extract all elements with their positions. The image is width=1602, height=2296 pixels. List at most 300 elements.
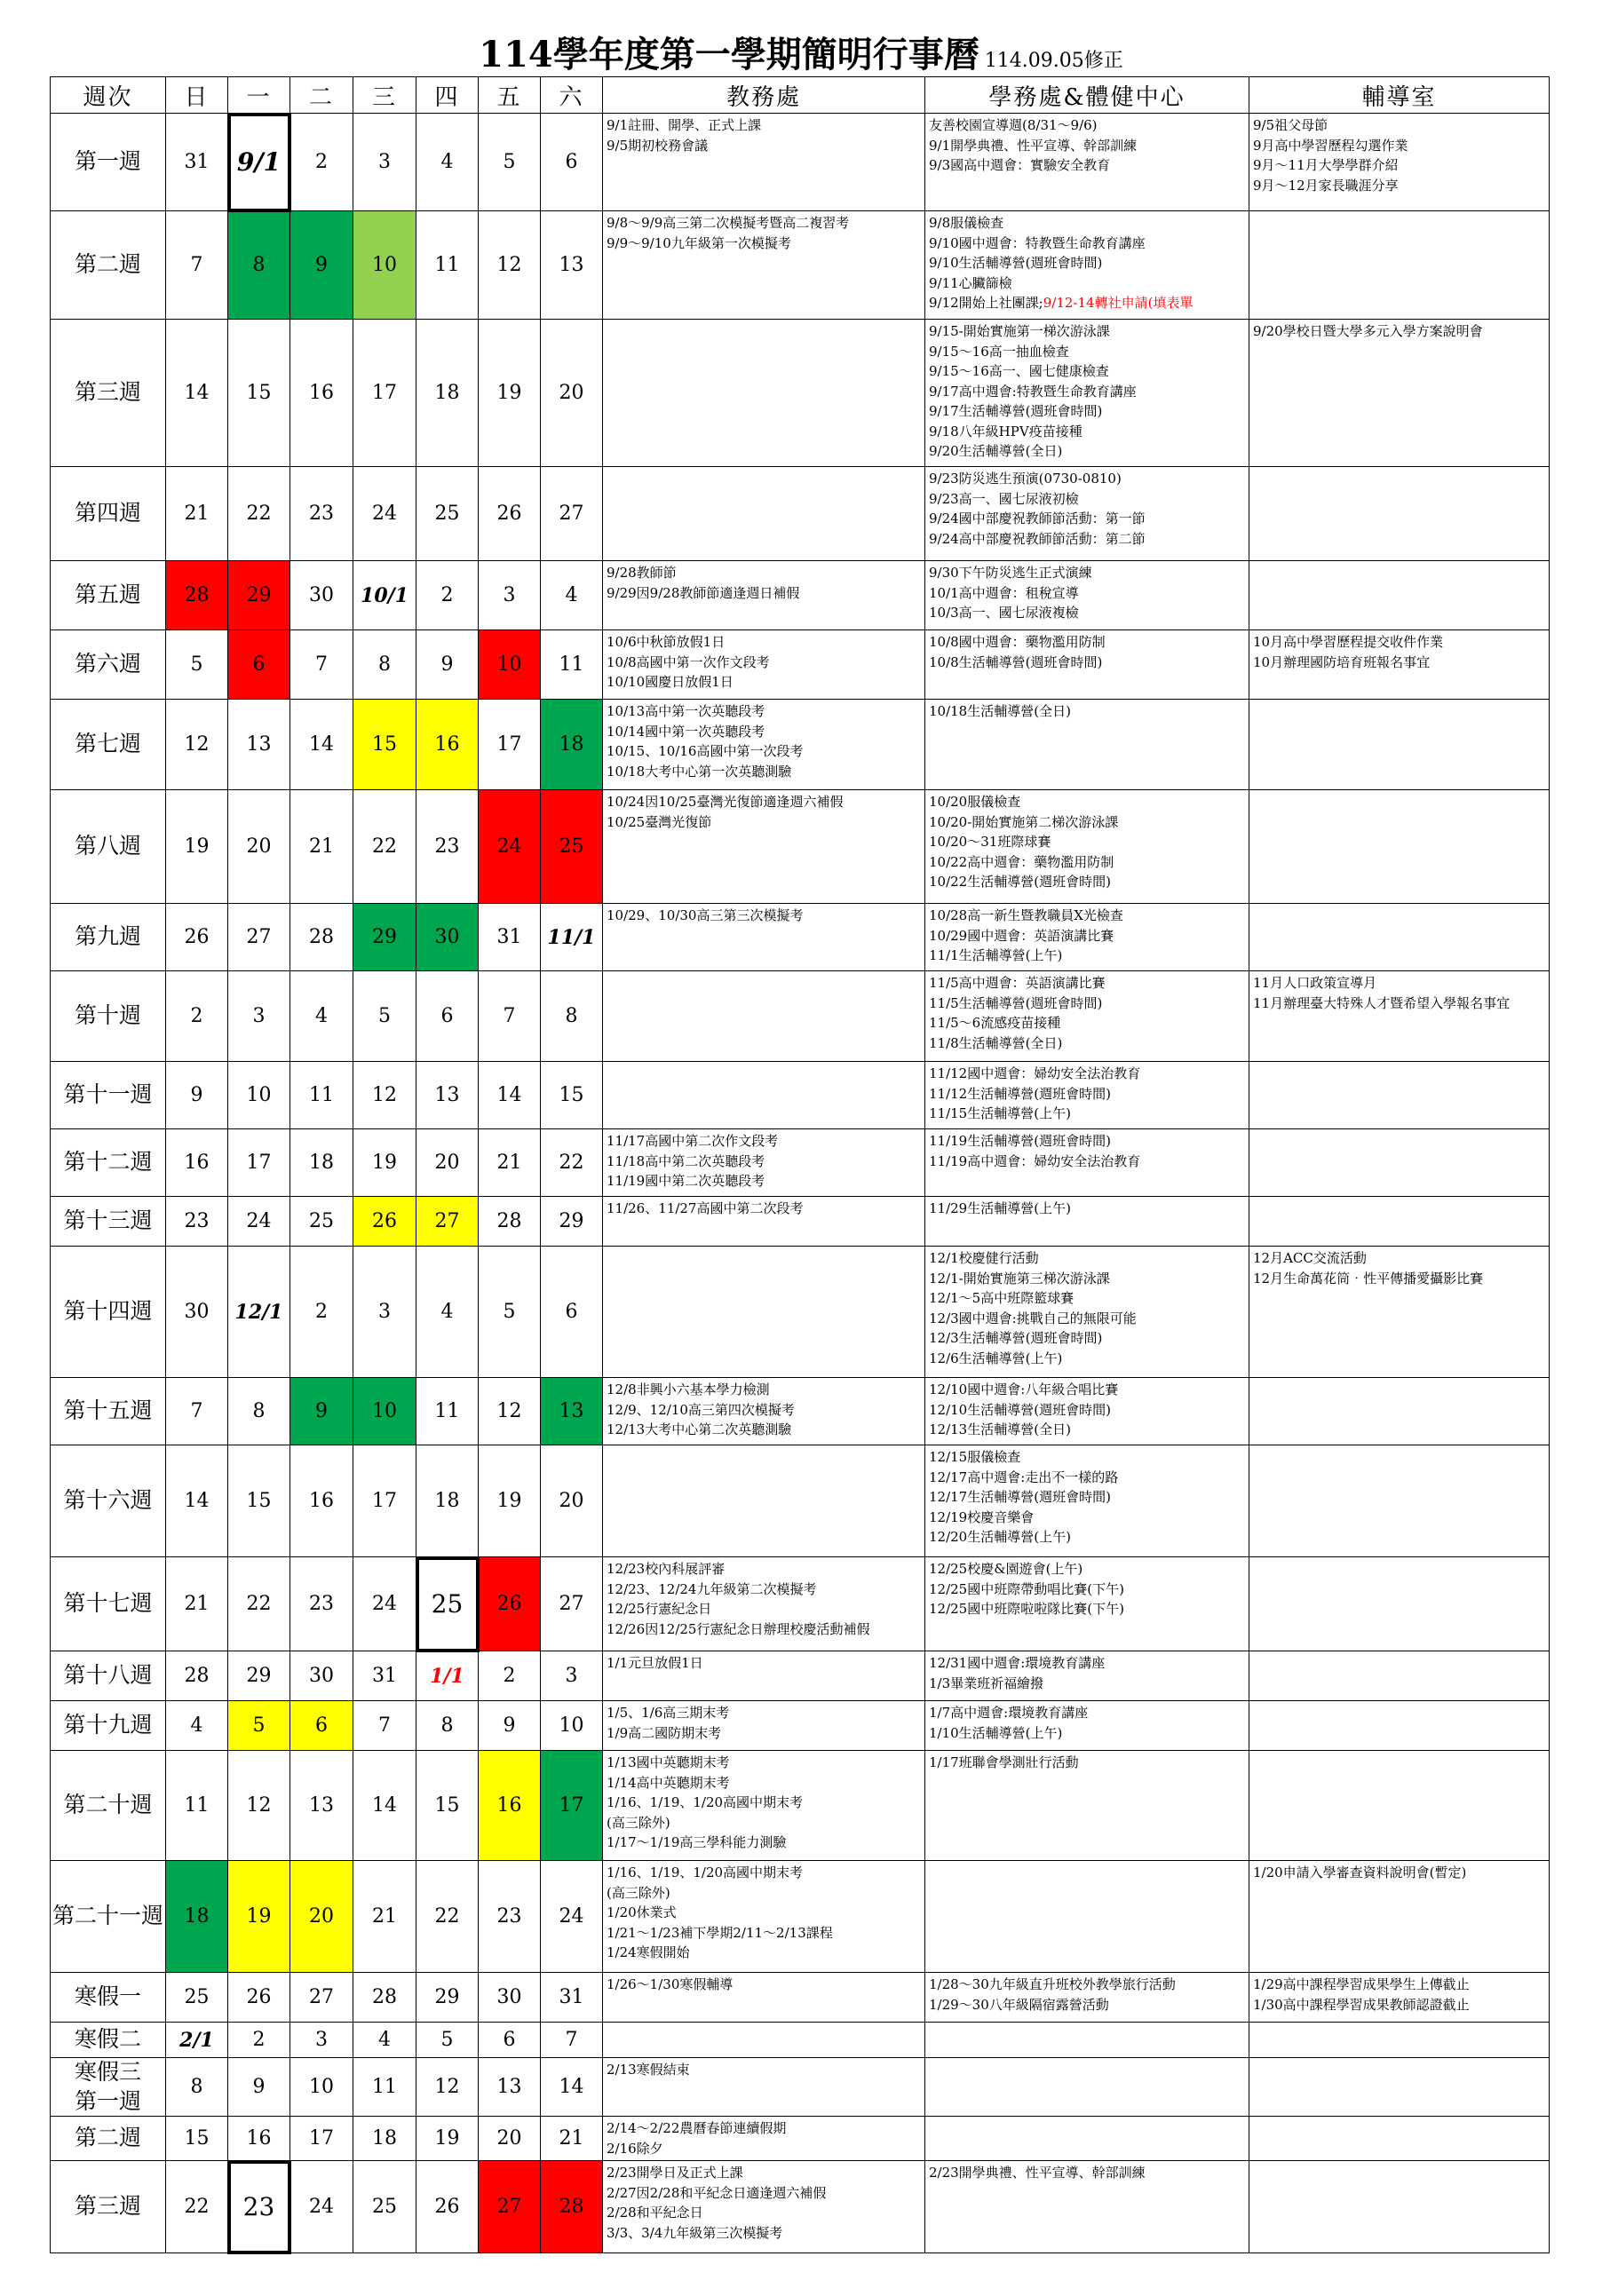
note-line: 1/3畢業班祈福繪撥: [929, 1674, 1044, 1691]
note-line: 12月ACC交流活動: [1253, 1250, 1367, 1266]
day-cell: 4: [541, 561, 603, 630]
day-cell: 21: [479, 1129, 541, 1197]
day-cell: 6: [228, 630, 290, 700]
day-cell: 17: [353, 1445, 416, 1557]
day-cell: 7: [353, 1701, 416, 1751]
day-cell: 17: [479, 700, 541, 790]
note-line: 9/10生活輔導營(週班會時間): [929, 255, 1103, 271]
calendar-title: 114學年度第一學期簡明行事曆: [479, 34, 979, 75]
day-cell: 8: [228, 1378, 290, 1445]
week-label: 第八週: [51, 790, 166, 904]
day-cell: 31: [166, 114, 228, 211]
note-line: 2/23開學典禮、性平宣導、幹部訓練: [929, 2165, 1146, 2181]
day-cell: 20: [479, 2117, 541, 2161]
note-line: 9/10國中週會：特教暨生命教育講座: [929, 234, 1146, 251]
counseling-notes: [1249, 1701, 1550, 1751]
day-cell: 26: [166, 904, 228, 971]
week-label: 第一週: [51, 114, 166, 211]
day-cell: 3: [479, 561, 541, 630]
note-line: [929, 293, 1246, 313]
note-line: 9/23防災逃生預演(0730-0810): [929, 471, 1122, 487]
note-line: 10/20服儀檢查: [929, 794, 1021, 810]
day-cell: 23: [290, 467, 353, 561]
day-cell: 31: [479, 904, 541, 971]
day-cell: 7: [479, 971, 541, 1062]
academic-affairs-notes: [603, 1701, 925, 1751]
week-label: 第二週: [51, 211, 166, 320]
note-line: 1/17～1/19高三學科能力測驗: [607, 1834, 787, 1850]
day-cell: 27: [290, 1973, 353, 2023]
day-cell: 15: [416, 1751, 479, 1861]
week-label: 第二十週: [51, 1751, 166, 1861]
calendar-table: [50, 76, 1550, 2253]
week-label: 第十三週: [51, 1197, 166, 1247]
day-cell: 2/1: [166, 2023, 228, 2058]
week-row: [51, 114, 1550, 211]
note-line: 9月高中學習歷程勾選作業: [1253, 137, 1408, 154]
note-line: 1/14高中英聽期末考: [607, 1774, 730, 1791]
day-cell: 17: [353, 320, 416, 467]
counseling-notes: [1249, 114, 1550, 211]
week-row: [51, 1701, 1550, 1751]
counseling-notes: [1249, 700, 1550, 790]
day-cell: 29: [541, 1197, 603, 1247]
day-cell: 12: [479, 211, 541, 320]
day-cell: 19: [353, 1129, 416, 1197]
day-cell: 21: [166, 1557, 228, 1651]
note-line: 1/24寒假開始: [607, 1944, 690, 1960]
week-row: [51, 467, 1550, 561]
counseling-notes: [1249, 1973, 1550, 2023]
day-cell: 23: [290, 1557, 353, 1651]
student-affairs-notes: [925, 1557, 1249, 1651]
counseling-notes: [1249, 2117, 1550, 2161]
note-line: 11/12國中週會：婦幼安全法治教育: [929, 1065, 1141, 1081]
academic-affairs-notes: [603, 320, 925, 467]
week-row: [51, 2023, 1550, 2058]
note-line: 10/28高一新生暨教職員X光檢查: [929, 907, 1123, 923]
day-cell: 21: [166, 467, 228, 561]
note-line: 11/5高中週會：英語演講比賽: [929, 975, 1106, 991]
day-cell: 30: [479, 1973, 541, 2023]
column-header: 一: [228, 77, 290, 114]
note-line: 10/18生活輔導營(全日): [929, 703, 1071, 719]
day-cell: 15: [228, 320, 290, 467]
week-label: 第十七週: [51, 1557, 166, 1651]
note-line: 9月～12月家長職涯分享: [1253, 177, 1399, 194]
note-line: 1/20休業式: [607, 1904, 677, 1920]
note-line: 12/20生活輔導營(上午): [929, 1529, 1071, 1545]
student-affairs-notes: [925, 971, 1249, 1062]
note-line: 9/11心臟篩檢: [929, 274, 1012, 291]
day-cell: 4: [416, 114, 479, 211]
note-line: 12/19校慶音樂會: [929, 1508, 1035, 1525]
day-cell: 2: [416, 561, 479, 630]
note-line: 11/17高國中第二次作文段考: [607, 1133, 779, 1149]
day-cell: 27: [228, 904, 290, 971]
day-cell: 10: [353, 1378, 416, 1445]
day-cell: 30: [416, 904, 479, 971]
day-cell: 28: [166, 1651, 228, 1701]
day-cell: 5: [479, 114, 541, 211]
note-line: 1/16、1/19、1/20高國中期末考: [607, 1794, 804, 1810]
day-cell: 10/1: [353, 561, 416, 630]
note-line: 12/9、12/10高三第四次模擬考: [607, 1401, 795, 1418]
day-cell: 16: [479, 1751, 541, 1861]
note-line: 9/30下午防災逃生正式演練: [929, 565, 1092, 581]
day-cell: 13: [228, 700, 290, 790]
note-line: 10/29、10/30高三第三次模擬考: [607, 907, 804, 923]
day-cell: 11: [290, 1062, 353, 1129]
note-line: 11/5生活輔導營(週班會時間): [929, 994, 1103, 1011]
note-line: 9/15-開始實施第一梯次游泳課: [929, 323, 1110, 339]
note-line: 1/10生活輔導營(上午): [929, 1724, 1063, 1741]
note-line: 12/15服儀檢查: [929, 1449, 1021, 1465]
day-cell: 5: [166, 630, 228, 700]
day-cell: 23: [479, 1861, 541, 1973]
week-row: [51, 1378, 1550, 1445]
day-cell: 24: [353, 1557, 416, 1651]
academic-affairs-notes: [603, 561, 925, 630]
day-cell: 27: [541, 467, 603, 561]
column-header: 週次: [51, 77, 166, 114]
day-cell: 3: [353, 1247, 416, 1378]
student-affairs-notes: [925, 1445, 1249, 1557]
day-cell: 2: [228, 2023, 290, 2058]
day-cell: 18: [166, 1861, 228, 1973]
week-label: 第十一週: [51, 1062, 166, 1129]
day-cell: 18: [416, 1445, 479, 1557]
note-line: 9/28教師節: [607, 565, 677, 581]
note-line: 10月高中學習歷程提交收件作業: [1253, 634, 1444, 650]
week-label: 第十九週: [51, 1701, 166, 1751]
student-affairs-notes: [925, 2023, 1249, 2058]
note-line: 10/14國中第一次英聽段考: [607, 723, 765, 740]
day-cell: 6: [479, 2023, 541, 2058]
day-cell: 11: [353, 2058, 416, 2117]
day-cell: 20: [416, 1129, 479, 1197]
note-line: 9/18八年級HPV疫苗接種: [929, 423, 1083, 439]
day-cell: 6: [290, 1701, 353, 1751]
day-cell: 26: [479, 1557, 541, 1651]
day-cell: 24: [290, 2161, 353, 2253]
note-line: (高三除外): [607, 1814, 670, 1831]
day-cell: 16: [290, 1445, 353, 1557]
day-cell: 18: [541, 700, 603, 790]
day-cell: 18: [353, 2117, 416, 2161]
day-cell: 23: [228, 2161, 290, 2253]
day-cell: 10: [290, 2058, 353, 2117]
header-row: [51, 77, 1550, 114]
week-row: [51, 561, 1550, 630]
note-line: 12/1～5高中班際籃球賽: [929, 1290, 1075, 1306]
note-line: 12/23校內科展評審: [607, 1561, 726, 1577]
week-row: [51, 630, 1550, 700]
counseling-notes: [1249, 971, 1550, 1062]
day-cell: 5: [353, 971, 416, 1062]
revision-date: 114.09.05修正: [984, 50, 1123, 72]
column-header: 六: [541, 77, 603, 114]
day-cell: 30: [166, 1247, 228, 1378]
day-cell: 14: [541, 2058, 603, 2117]
day-cell: 12: [228, 1751, 290, 1861]
day-cell: 11: [416, 211, 479, 320]
day-cell: 29: [228, 561, 290, 630]
counseling-notes: [1249, 467, 1550, 561]
day-cell: 12: [166, 700, 228, 790]
note-line: 11/18高中第二次英聽段考: [607, 1152, 765, 1169]
note-line: 11/19高中週會：婦幼安全法治教育: [929, 1152, 1141, 1169]
note-line: 1/5、1/6高三期末考: [607, 1705, 730, 1721]
academic-affairs-notes: [603, 971, 925, 1062]
student-affairs-notes: [925, 1701, 1249, 1751]
week-row: [51, 904, 1550, 971]
day-cell: 21: [353, 1861, 416, 1973]
day-cell: 8: [228, 211, 290, 320]
note-line: 10/29國中週會：英語演講比賽: [929, 927, 1114, 944]
day-cell: 6: [541, 114, 603, 211]
note-line: 12/13大考中心第二次英聽測驗: [607, 1421, 792, 1437]
day-cell: 22: [166, 2161, 228, 2253]
student-affairs-notes: [925, 1378, 1249, 1445]
note-line: 1/26～1/30寒假輔導: [607, 1976, 734, 1992]
week-row: [51, 1129, 1550, 1197]
day-cell: 5: [416, 2023, 479, 2058]
day-cell: 9: [479, 1701, 541, 1751]
counseling-notes: [1249, 2161, 1550, 2253]
day-cell: 30: [290, 1651, 353, 1701]
academic-affairs-notes: [603, 1557, 925, 1651]
day-cell: 16: [416, 700, 479, 790]
day-cell: 18: [290, 1129, 353, 1197]
academic-affairs-notes: [603, 1378, 925, 1445]
academic-affairs-notes: [603, 2117, 925, 2161]
note-line: 11月辦理臺大特殊人才暨希望入學報名事宜: [1253, 994, 1511, 1011]
day-cell: 9: [290, 1378, 353, 1445]
note-text: 9/12開始上社團課;: [929, 295, 1043, 311]
note-line: 9/9～9/10九年級第一次模擬考: [607, 234, 791, 251]
student-affairs-notes: [925, 1973, 1249, 2023]
note-line: 9/8～9/9高三第二次模擬考暨高二複習考: [607, 215, 850, 231]
day-cell: 4: [166, 1701, 228, 1751]
student-affairs-notes: [925, 1129, 1249, 1197]
day-cell: 7: [290, 630, 353, 700]
day-cell: 9: [166, 1062, 228, 1129]
column-header: 輔導室: [1249, 77, 1550, 114]
day-cell: 26: [228, 1973, 290, 2023]
day-cell: 3: [541, 1651, 603, 1701]
note-line: 12/1校慶健行活動: [929, 1250, 1039, 1266]
note-line: 10/15、10/16高國中第一次段考: [607, 743, 804, 759]
student-affairs-notes: [925, 320, 1249, 467]
day-cell: 9: [228, 2058, 290, 2117]
note-line: 1/1元旦放假1日: [607, 1655, 703, 1671]
student-affairs-notes: [925, 2058, 1249, 2117]
counseling-notes: [1249, 630, 1550, 700]
week-label: 第九週: [51, 904, 166, 971]
day-cell: 25: [541, 790, 603, 904]
note-line: 9/3國高中週會：實驗安全教育: [929, 157, 1111, 173]
student-affairs-notes: [925, 1062, 1249, 1129]
week-row: [51, 1197, 1550, 1247]
note-line: 10/10國慶日放假1日: [607, 674, 734, 690]
student-affairs-notes: [925, 1751, 1249, 1861]
week-label: 第十週: [51, 971, 166, 1062]
day-cell: 13: [479, 2058, 541, 2117]
note-line: 2/14～2/22農曆春節連續假期: [607, 2120, 787, 2136]
week-label: 第四週: [51, 467, 166, 561]
day-cell: 16: [228, 2117, 290, 2161]
day-cell: 15: [353, 700, 416, 790]
note-line: 10/8生活輔導營(週班會時間): [929, 653, 1103, 670]
counseling-notes: [1249, 211, 1550, 320]
academic-affairs-notes: [603, 467, 925, 561]
academic-affairs-notes: [603, 211, 925, 320]
academic-affairs-notes: [603, 2058, 925, 2117]
academic-affairs-notes: [603, 1861, 925, 1973]
day-cell: 17: [541, 1751, 603, 1861]
day-cell: 8: [541, 971, 603, 1062]
student-affairs-notes: [925, 467, 1249, 561]
academic-affairs-notes: [603, 1445, 925, 1557]
note-line: 2/28和平紀念日: [607, 2205, 703, 2221]
note-line: 12/8非興小六基本學力檢測: [607, 1382, 770, 1397]
day-cell: 30: [290, 561, 353, 630]
academic-affairs-notes: [603, 630, 925, 700]
note-line: 11/19生活輔導營(週班會時間): [929, 1133, 1111, 1149]
note-line: 11/19國中第二次英聽段考: [607, 1173, 765, 1189]
column-header: 學務處&體健中心: [925, 77, 1249, 114]
day-cell: 12/1: [228, 1247, 290, 1378]
day-cell: 14: [166, 1445, 228, 1557]
day-cell: 12: [353, 1062, 416, 1129]
note-line: 12月生命萬花筒‧性平傳播愛攝影比賽: [1253, 1270, 1484, 1287]
day-cell: 24: [541, 1861, 603, 1973]
note-line: 10/22高中週會：藥物濫用防制: [929, 853, 1114, 870]
day-cell: 16: [290, 320, 353, 467]
day-cell: 22: [228, 1557, 290, 1651]
note-line: 9/17高中週會:特教暨生命教育講座: [929, 383, 1137, 400]
note-line: 10/6中秋節放假1日: [607, 634, 726, 650]
note-line: 12/25校慶&園遊會(上午): [929, 1561, 1083, 1577]
academic-affairs-notes: [603, 904, 925, 971]
week-row: [51, 1247, 1550, 1378]
week-row: [51, 971, 1550, 1062]
note-line: 9/23高一、國七尿液初檢: [929, 490, 1079, 507]
student-affairs-notes: [925, 2161, 1249, 2253]
week-label: 第三週: [51, 2161, 166, 2253]
week-label: 第二十一週: [51, 1861, 166, 1973]
counseling-notes: [1249, 1062, 1550, 1129]
note-line: 10/1高中週會：租稅宣導: [929, 584, 1079, 601]
student-affairs-notes: [925, 1197, 1249, 1247]
note-line: 12/17高中週會:走出不一樣的路: [929, 1469, 1119, 1485]
note-line: 2/27因2/28和平紀念日適逢週六補假: [607, 2184, 827, 2201]
day-cell: 24: [479, 790, 541, 904]
note-text-highlight: 9/12-14轉社申請(填表單: [1043, 295, 1194, 311]
note-line: 12/23、12/24九年級第二次模擬考: [607, 1580, 817, 1597]
day-cell: 7: [166, 1378, 228, 1445]
note-line: 10月辦理國防培育班報名事宜: [1253, 653, 1431, 670]
academic-affairs-notes: [603, 1062, 925, 1129]
day-cell: 10: [479, 630, 541, 700]
day-cell: 23: [416, 790, 479, 904]
counseling-notes: [1249, 1751, 1550, 1861]
counseling-notes: [1249, 1197, 1550, 1247]
day-cell: 28: [290, 904, 353, 971]
column-header: 三: [353, 77, 416, 114]
week-row: [51, 1445, 1550, 1557]
note-line: 12/25國中班際帶動唱比賽(下午): [929, 1580, 1124, 1597]
day-cell: 2: [166, 971, 228, 1062]
day-cell: 25: [416, 1557, 479, 1651]
day-cell: 27: [541, 1557, 603, 1651]
note-line: 2/13寒假結束: [607, 2062, 690, 2078]
day-cell: 31: [541, 1973, 603, 2023]
day-cell: 13: [290, 1751, 353, 1861]
day-cell: 19: [228, 1861, 290, 1973]
day-cell: 17: [228, 1129, 290, 1197]
day-cell: 22: [228, 467, 290, 561]
day-cell: 4: [290, 971, 353, 1062]
note-line: 11/26、11/27高國中第二次段考: [607, 1200, 804, 1216]
column-header: 五: [479, 77, 541, 114]
note-line: 1/16、1/19、1/20高國中期末考: [607, 1865, 804, 1880]
note-line: 11/5～6流感疫苗接種: [929, 1015, 1061, 1031]
academic-affairs-notes: [603, 1751, 925, 1861]
day-cell: 19: [166, 790, 228, 904]
week-row: [51, 790, 1550, 904]
day-cell: 12: [416, 2058, 479, 2117]
academic-affairs-notes: [603, 2161, 925, 2253]
day-cell: 8: [353, 630, 416, 700]
note-line: 9/5祖父母節: [1253, 117, 1328, 133]
day-cell: 31: [353, 1651, 416, 1701]
week-label: 第二週: [51, 2117, 166, 2161]
note-line: 12/17生活輔導營(週班會時間): [929, 1489, 1111, 1505]
student-affairs-notes: [925, 1651, 1249, 1701]
day-cell: 10: [228, 1062, 290, 1129]
note-line: 10/3高一、國七尿液複檢: [929, 605, 1079, 621]
note-line: 9/17生活輔導營(週班會時間): [929, 403, 1103, 419]
note-line: 12/26因12/25行憲紀念日辦理校慶活動補假: [607, 1620, 870, 1637]
note-line: 10/20～31班際球賽: [929, 834, 1051, 850]
day-cell: 6: [541, 1247, 603, 1378]
note-line: (高三除外): [607, 1884, 670, 1901]
day-cell: 24: [228, 1197, 290, 1247]
day-cell: 3: [228, 971, 290, 1062]
student-affairs-notes: [925, 114, 1249, 211]
note-line: 9/29因9/28教師節適逢週日補假: [607, 584, 800, 601]
student-affairs-notes: [925, 1861, 1249, 1973]
counseling-notes: [1249, 1861, 1550, 1973]
academic-affairs-notes: [603, 1247, 925, 1378]
note-line: 12/25國中班際啦啦隊比賽(下午): [929, 1601, 1124, 1617]
day-cell: 15: [541, 1062, 603, 1129]
student-affairs-notes: [925, 904, 1249, 971]
week-label: 第十四週: [51, 1247, 166, 1378]
week-label: 寒假二: [51, 2023, 166, 2058]
academic-affairs-notes: [603, 700, 925, 790]
day-cell: 23: [166, 1197, 228, 1247]
counseling-notes: [1249, 1445, 1550, 1557]
note-line: 11/1生活輔導營(上午): [929, 947, 1063, 963]
day-cell: 14: [353, 1751, 416, 1861]
week-label: 第七週: [51, 700, 166, 790]
day-cell: 25: [416, 467, 479, 561]
note-line: 友善校園宣導週(8/31～9/6): [929, 117, 1098, 133]
academic-affairs-notes: [603, 2023, 925, 2058]
